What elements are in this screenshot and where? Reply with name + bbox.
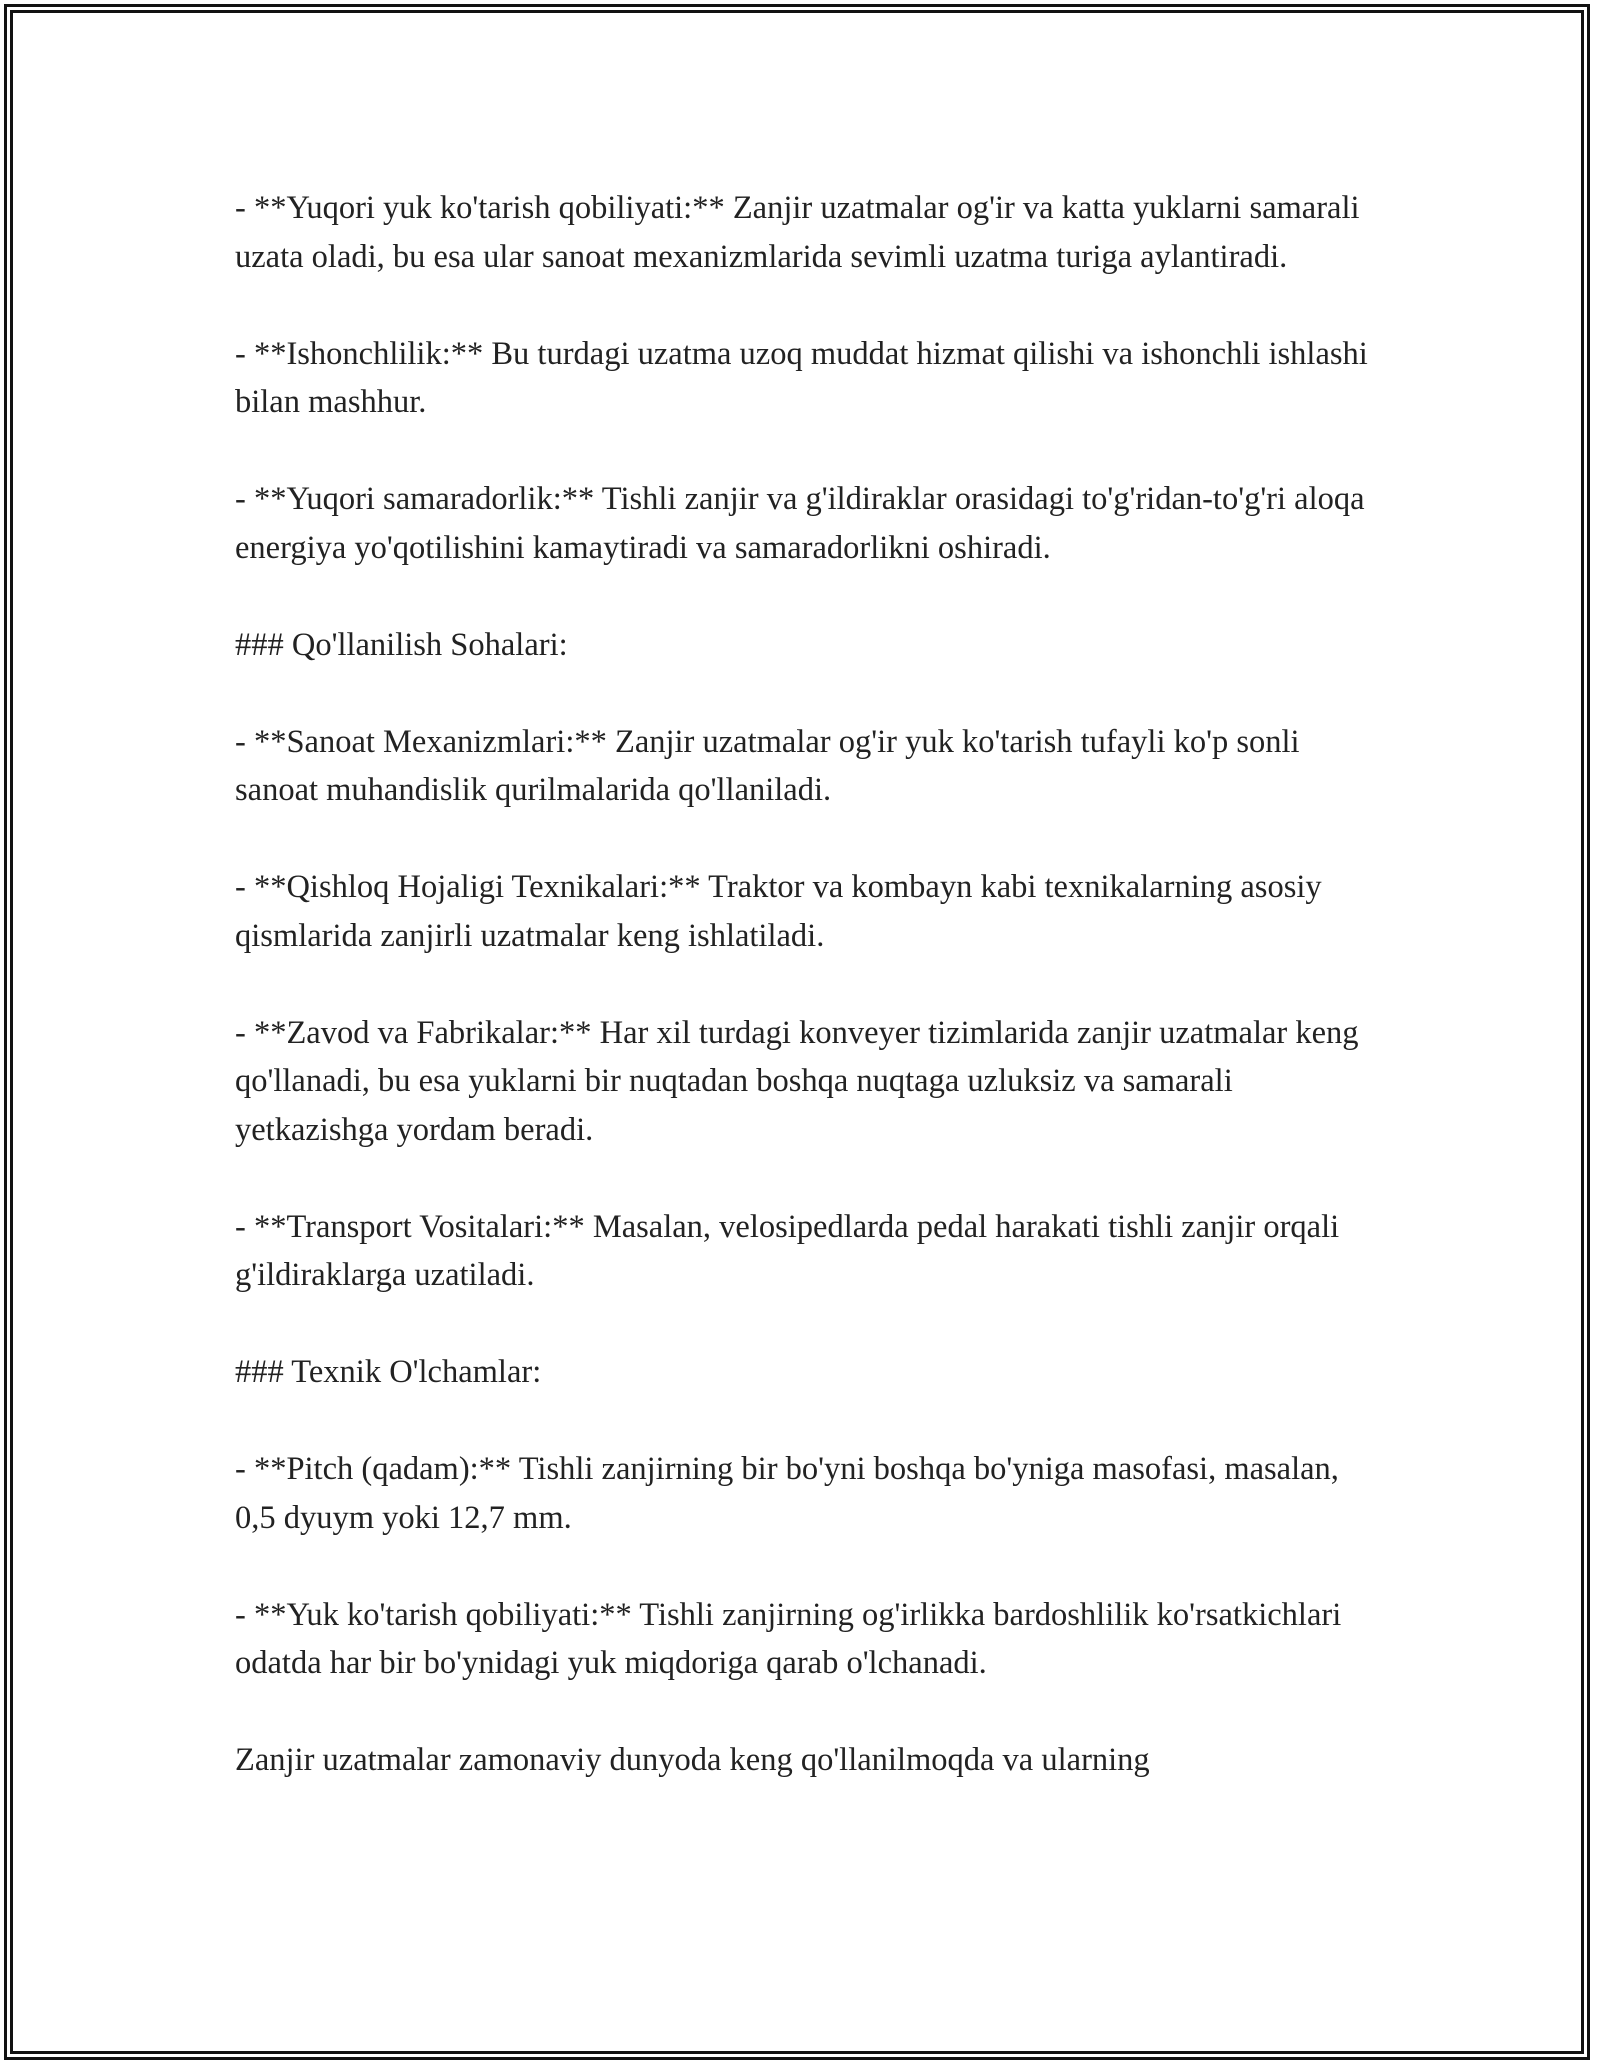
document-body (235, 184, 1385, 1785)
paragraph-load-capacity: - **Yuk ko'tarish qobiliyati:** Tishli zanjirning og'irlikka bardoshlilik ko'rsatkichlari odatda har bir bo'ynidagi yuk miqdoriga qarab o'lchanadi. (235, 1596, 1342, 1681)
paragraph-high-efficiency: - **Yuqori samaradorlik:** Tishli zanjir va g'ildiraklar orasidagi to'g'ridan-to'g'ri aloqa energiya yo'qotilishini kamaytiradi va samaradorlikni oshiradi. (235, 481, 1365, 566)
paragraph-vehicles: - **Transport Vositalari:** Masalan, velosipedlarda pedal harakati tishli zanjir orqali g'ildiraklarga uzatiladi. (235, 1208, 1340, 1293)
paragraph-high-load-capacity: - **Yuqori yuk ko'tarish qobiliyati:** Zanjir uzatmalar og'ir va katta yuklarni samarali uzata oladi, bu esa ular sanoat mexanizmlarida sevimli uzatma turiga aylantiradi. (235, 190, 1360, 275)
paragraph-industrial-mechanisms: - **Sanoat Mexanizmlari:** Zanjir uzatmalar og'ir yuk ko'tarish tufayli ko'p sonli sanoat muhandislik qurilmalarida qo'llaniladi. (235, 723, 1300, 808)
paragraph-conclusion: Zanjir uzatmalar zamonaviy dunyoda keng qo'llanilmoqda va ularning (235, 1742, 1150, 1778)
heading-technical-dimensions: ### Texnik O'lchamlar: (235, 1354, 542, 1390)
paragraph-pitch: - **Pitch (qadam):** Tishli zanjirning bir bo'yni boshqa bo'yniga masofasi, masalan, 0,5 dyuym yoki 12,7 mm. (235, 1451, 1339, 1536)
heading-application-areas: ### Qo'llanilish Sohalari: (235, 626, 568, 663)
paragraph-reliability: - **Ishonchlilik:** Bu turdagi uzatma uzoq muddat hizmat qilishi va ishonchli ishlashi bilan mashhur. (235, 335, 1368, 420)
paragraph-plants-factories: - **Zavod va Fabrikalar:** Har xil turdagi konveyer tizimlarida zanjir uzatmalar keng qo'llanadi, bu esa yuklarni bir nuqtadan boshqa nuqtaga uzluksiz va samarali yetkazishga yordam beradi. (235, 1014, 1359, 1148)
paragraph-agricultural-machinery: - **Qishloq Hojaligi Texnikalari:** Traktor va kombayn kabi texnikalarning asosiy qismlarida zanjirli uzatmalar keng ishlatiladi. (235, 869, 1322, 954)
